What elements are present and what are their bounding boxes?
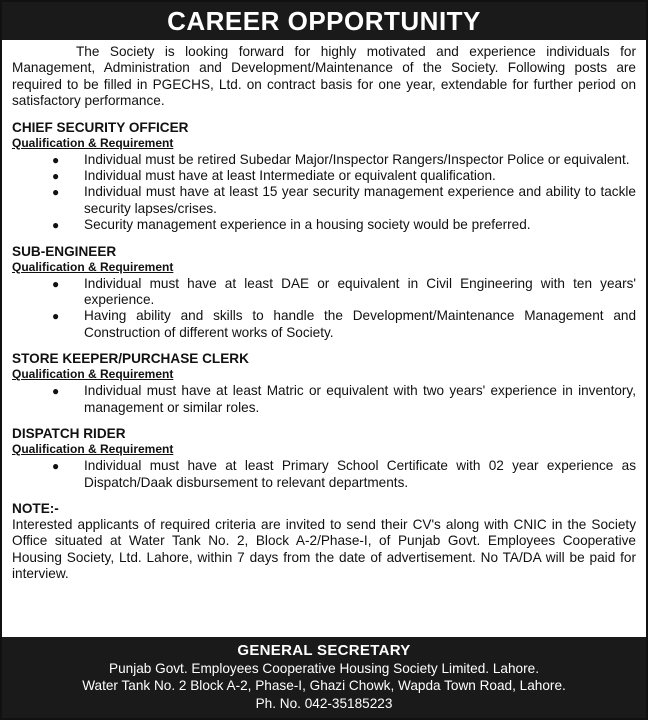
position-dispatch-rider	[12, 426, 636, 491]
bullet-icon: ●	[52, 218, 60, 233]
page-title: CAREER OPPORTUNITY	[2, 2, 646, 40]
requirements-list	[12, 383, 636, 416]
bullet-icon: ●	[52, 152, 60, 167]
position-sub-engineer	[12, 244, 636, 342]
requirement-text: Individual must have at least Intermediate or equivalent qualification.	[84, 168, 496, 184]
requirement-text: Individual must have at least 15 year security management experience and ability to tackle security lapses/crises.	[84, 184, 636, 216]
requirement-text: Individual must have at least Matric or equivalent with two years' experience in inventory, management or similar roles.	[84, 383, 636, 415]
footer-address-line-2: Water Tank No. 2 Block A-2, Phase-I, Ghazi Chowk, Wapda Town Road, Lahore.	[82, 678, 566, 693]
requirement-text: Individual must have at least Primary School Certificate with 02 year experience as Dispatch/Daak disbursement to relevant departments.	[84, 458, 636, 490]
footer-contact	[2, 637, 646, 719]
requirements-list	[12, 152, 636, 234]
advertisement-body	[2, 40, 646, 583]
position-chief-security-officer	[12, 120, 636, 234]
list-item	[12, 152, 636, 168]
list-item	[12, 168, 636, 184]
list-item	[12, 458, 636, 491]
requirements-list	[12, 458, 636, 491]
bullet-icon: ●	[52, 459, 60, 474]
position-subtitle: Qualification & Requirement	[12, 367, 174, 382]
bullet-icon: ●	[52, 169, 60, 184]
bullet-icon: ●	[52, 276, 60, 291]
note-body: Interested applicants of required criteria are invited to send their CV's along with CNIC in the Society Office situated at Water Tank No. 2, Block A-2/Phase-I, of Punjab Govt. Employees Cooperative Housing Society, Ltd. Lahore, within 7 days from the date of advertisement. No TA/DA will be paid for interview.	[12, 516, 636, 582]
list-item	[12, 276, 636, 309]
requirement-text: Individual must be retired Subedar Major/Inspector Rangers/Inspector Police or equivalent.	[84, 151, 630, 167]
intro-paragraph: The Society is looking forward for highly motivated and experience individuals for Management, Administration and Development/Maintenance of the Society. Following posts are required to be filled in PGECHS, Ltd. on contract basis for one year, extendable for further period on satisfactory performance.	[12, 44, 636, 109]
bullet-icon: ●	[52, 384, 60, 399]
footer-phone: Ph. No. 042-35185223	[255, 695, 393, 711]
note-title: NOTE:-	[12, 500, 59, 516]
position-title: DISPATCH RIDER	[12, 426, 126, 442]
position-subtitle: Qualification & Requirement	[12, 442, 174, 457]
footer-address-line-1: Punjab Govt. Employees Cooperative Housing Society Limited. Lahore.	[109, 660, 539, 676]
list-item	[12, 383, 636, 416]
position-title: STORE KEEPER/PURCHASE CLERK	[12, 351, 249, 367]
requirement-text: Individual must have at least DAE or equivalent in Civil Engineering with ten years' experience.	[84, 275, 636, 308]
list-item	[12, 184, 636, 217]
position-title: SUB-ENGINEER	[12, 243, 117, 259]
list-item	[12, 217, 636, 233]
position-subtitle: Qualification & Requirement	[12, 135, 174, 150]
requirements-list	[12, 276, 636, 342]
position-subtitle: Qualification & Requirement	[12, 259, 174, 274]
position-store-keeper	[12, 351, 636, 416]
position-title: CHIEF SECURITY OFFICER	[12, 119, 189, 135]
bullet-icon: ●	[52, 185, 60, 200]
footer-title: GENERAL SECRETARY	[237, 641, 411, 659]
list-item	[12, 308, 636, 341]
requirement-text: Security management experience in a housing society would be preferred.	[84, 217, 531, 233]
requirement-text: Having ability and skills to handle the Development/Maintenance Management and Construction of different works of Society.	[84, 308, 636, 340]
bullet-icon: ●	[52, 309, 60, 324]
